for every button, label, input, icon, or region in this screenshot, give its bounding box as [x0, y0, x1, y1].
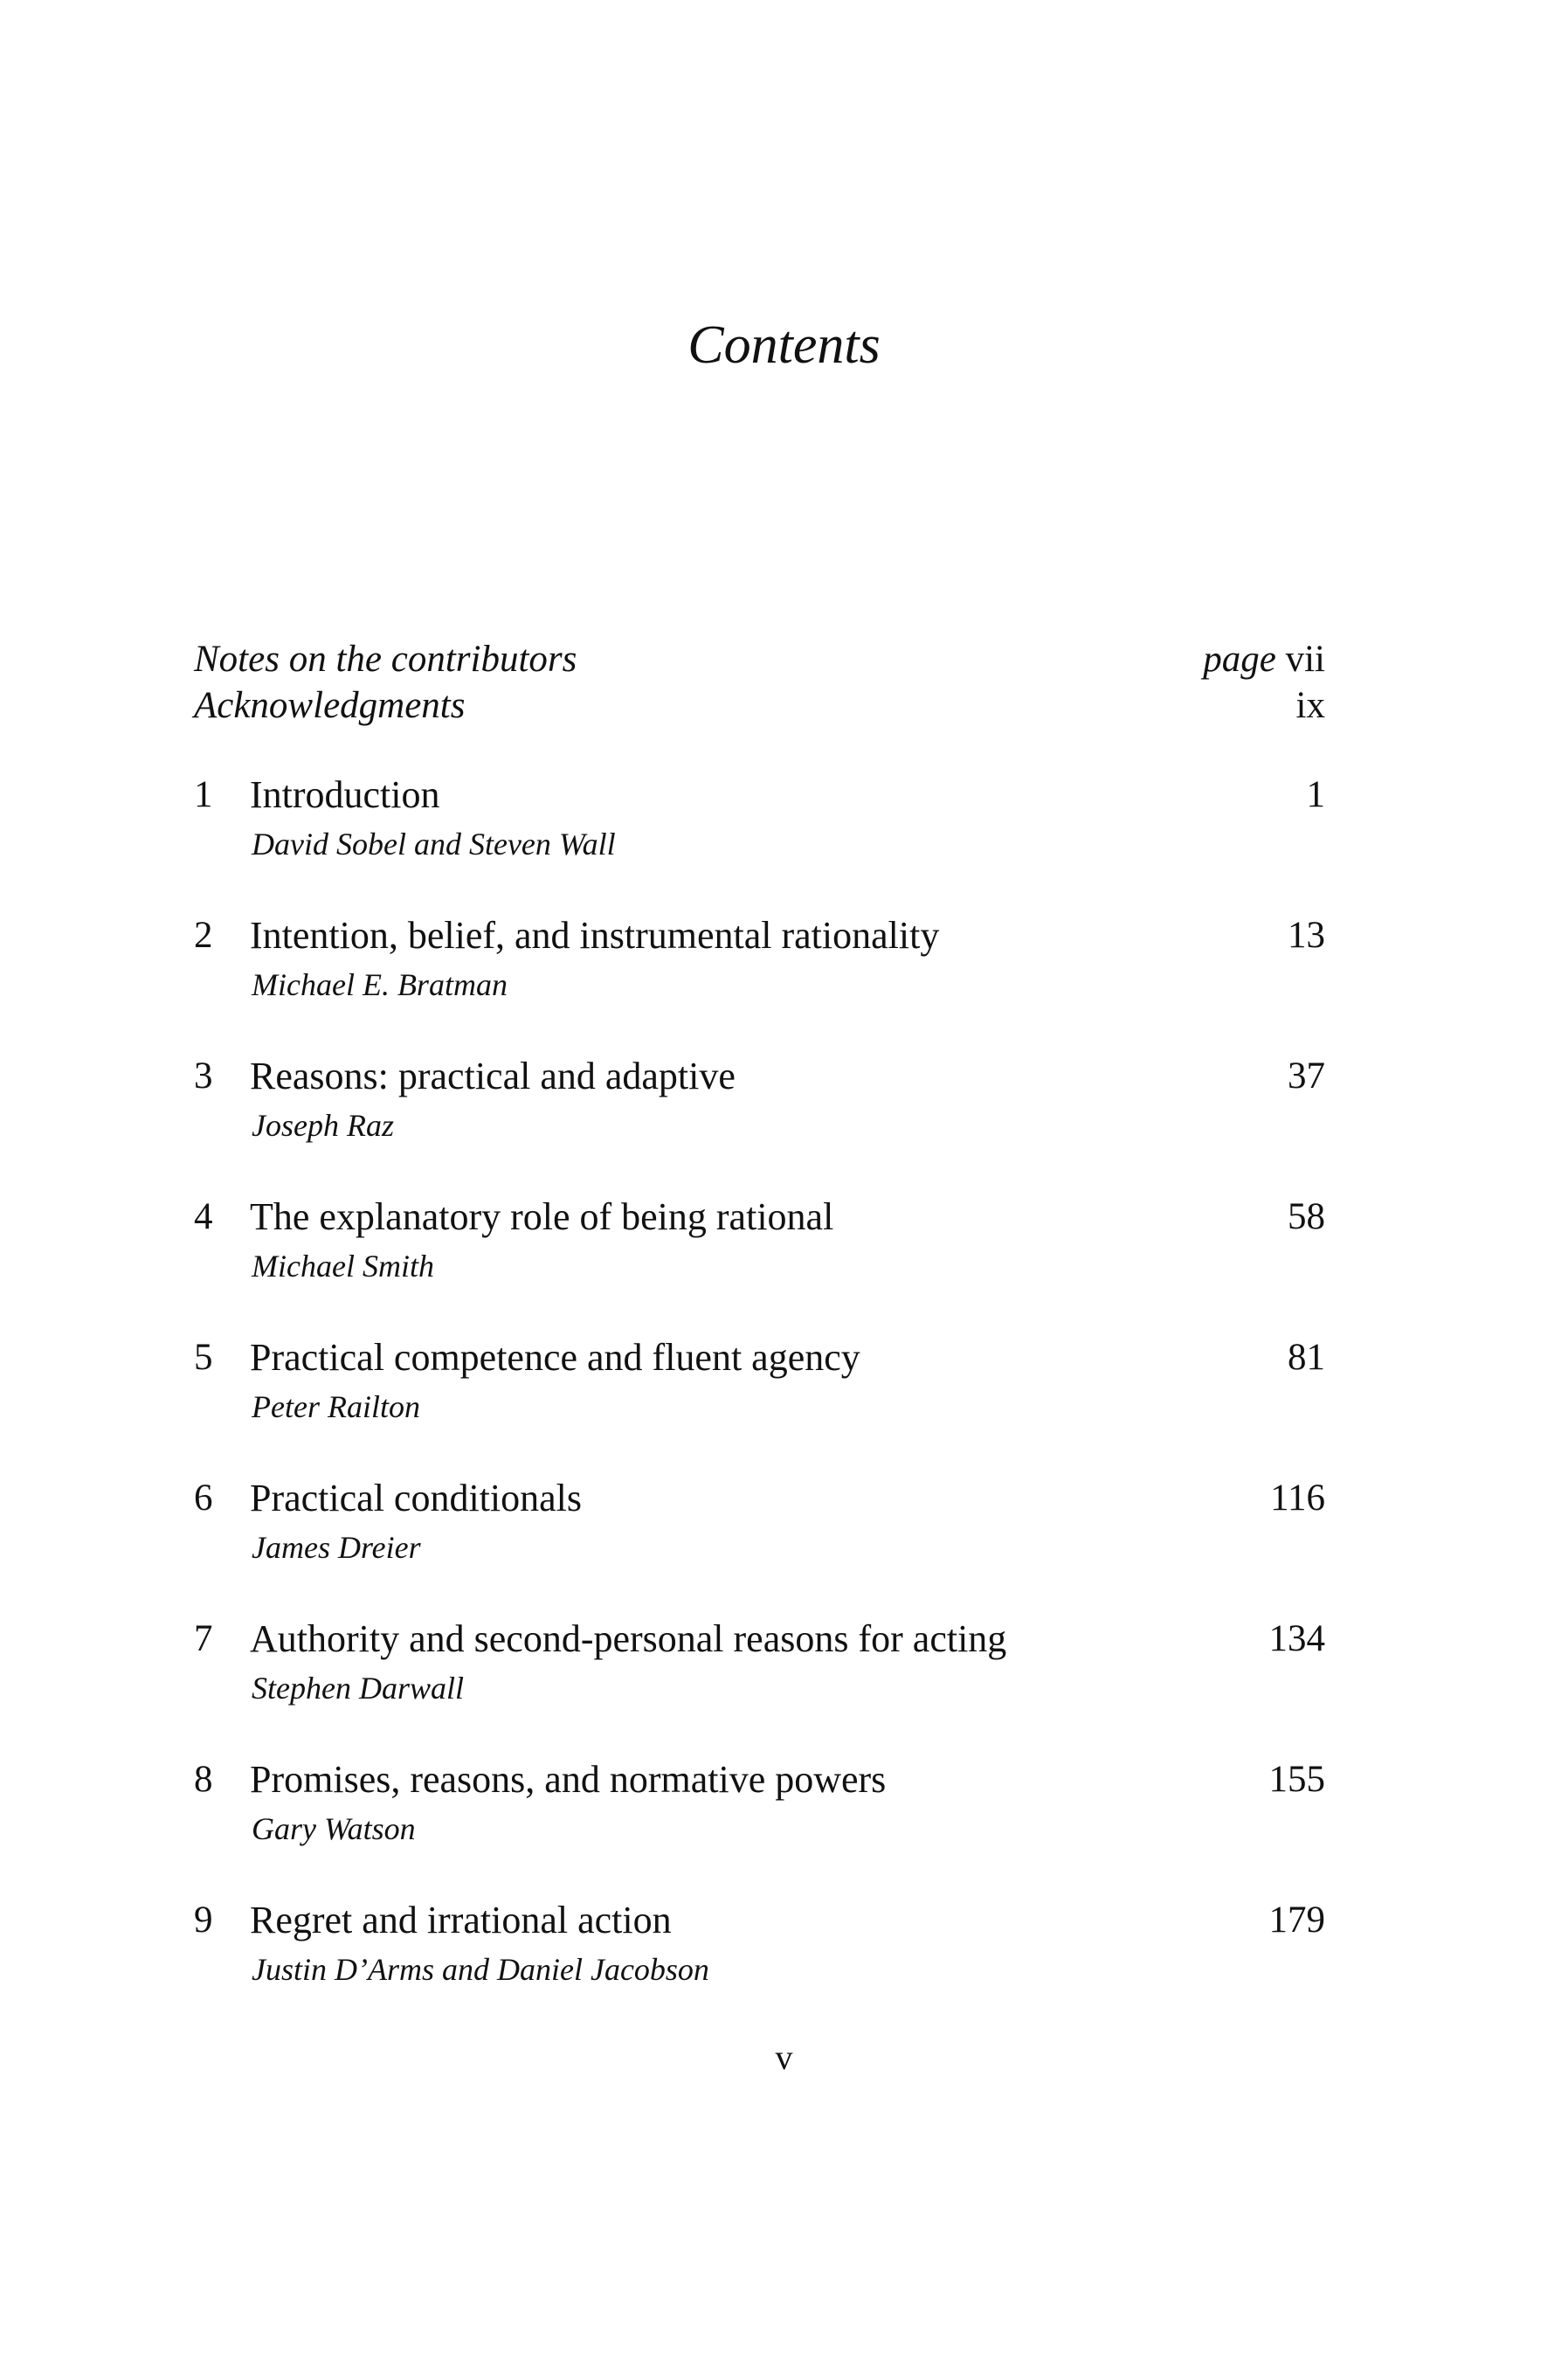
chapter-title: Practical competence and fluent agency: [250, 1336, 860, 1379]
chapter-entry: [194, 910, 1325, 1032]
chapter-page: 134: [1268, 1618, 1325, 1659]
chapter-number: 1: [194, 774, 213, 815]
chapter-entry: [194, 1613, 1325, 1735]
front-matter-row: [194, 636, 1325, 682]
chapter-entry: [194, 1472, 1325, 1595]
chapter-title: Authority and second-personal reasons for acting: [250, 1617, 1007, 1660]
chapter-title: Regret and irrational action: [250, 1899, 672, 1941]
chapter-title: Introduction: [250, 773, 440, 816]
page-label: page: [1203, 639, 1276, 680]
chapter-title: The explanatory role of being rational: [250, 1195, 834, 1238]
chapter-author: Michael E. Bratman: [252, 967, 508, 1002]
chapter-author: Stephen Darwall: [252, 1671, 464, 1706]
chapter-number: 5: [194, 1337, 213, 1378]
chapter-entry: [194, 1191, 1325, 1313]
chapter-page: 13: [1288, 915, 1325, 956]
chapter-author: David Sobel and Steven Wall: [252, 827, 616, 862]
front-matter-page: [1296, 682, 1325, 729]
chapter-author: Justin D’Arms and Daniel Jacobson: [252, 1952, 709, 1987]
front-matter-page-number: ix: [1295, 685, 1325, 726]
front-matter: [194, 636, 1325, 729]
chapter-page: 81: [1288, 1337, 1325, 1378]
chapter-title: Intention, belief, and instrumental rationality: [250, 914, 940, 957]
chapter-page: 179: [1268, 1900, 1325, 1941]
chapter-title: Promises, reasons, and normative powers: [250, 1758, 887, 1801]
chapter-number: 3: [194, 1055, 213, 1097]
page-title: Contents: [687, 315, 881, 375]
chapter-page: 116: [1270, 1478, 1325, 1519]
page-number: v: [775, 2038, 793, 2077]
chapter-author: Michael Smith: [252, 1249, 434, 1284]
chapter-entry: [194, 1332, 1325, 1454]
front-matter-title: Notes on the contributors: [194, 639, 577, 680]
front-matter-title: Acknowledgments: [194, 685, 466, 726]
chapter-entry: [194, 1754, 1325, 1876]
chapter-page: 58: [1288, 1196, 1325, 1237]
chapter-number: 6: [194, 1478, 213, 1519]
chapter-number: 4: [194, 1196, 213, 1237]
front-matter-page-number: vii: [1285, 639, 1325, 680]
chapter-page: 37: [1288, 1055, 1325, 1097]
chapter-entry: [194, 1050, 1325, 1173]
chapter-author: James Dreier: [252, 1530, 421, 1565]
front-matter-page: [1203, 636, 1325, 682]
chapter-number: 7: [194, 1618, 213, 1659]
chapter-entry: [194, 769, 1325, 891]
chapter-number: 9: [194, 1900, 213, 1941]
chapter-number: 2: [194, 915, 213, 956]
chapter-author: Joseph Raz: [252, 1108, 394, 1143]
chapter-entry: [194, 1894, 1325, 2017]
chapter-title: Practical conditionals: [250, 1477, 582, 1519]
chapter-number: 8: [194, 1759, 213, 1800]
front-matter-row: [194, 682, 1325, 729]
chapter-author: Gary Watson: [252, 1811, 416, 1846]
chapter-page: 1: [1306, 774, 1325, 815]
chapter-author: Peter Railton: [252, 1389, 420, 1424]
chapter-title: Reasons: practical and adaptive: [250, 1055, 736, 1097]
chapter-page: 155: [1268, 1759, 1325, 1800]
